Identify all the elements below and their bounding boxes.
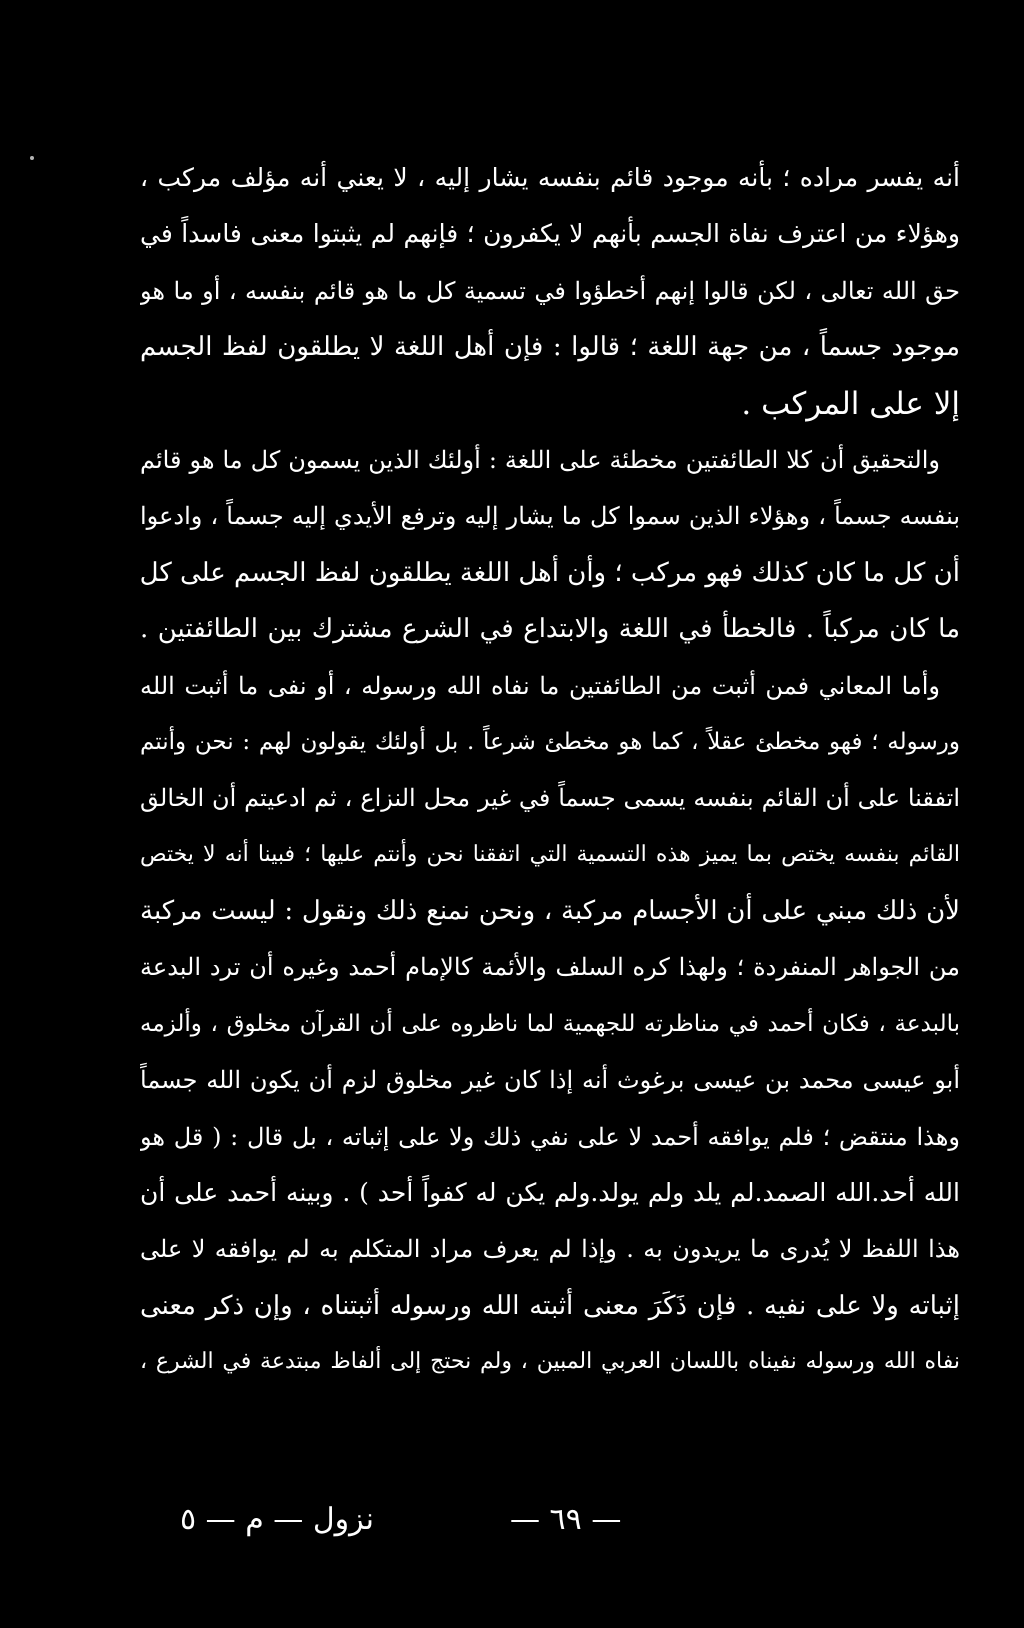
- text-line: إثباته ولا على نفيه . فإن ذَكَرَ معنى أثبته الله ورسوله أثبتناه ، وإن ذكر معنى: [140, 1290, 960, 1321]
- text-line: نفاه الله ورسوله نفيناه باللسان العربي المبين ، ولم نحتج إلى ألفاظ مبتدعة في الشرع ،: [140, 1349, 960, 1375]
- text-line: ما كان مركباً . فالخطأ في اللغة والابتداع في الشرع مشترك بين الطائفتين .: [140, 614, 960, 645]
- text-line: وهؤلاء من اعترف نفاة الجسم بأنهم لا يكفرون ؛ فإنهم لم يثبتوا معنى فاسداً في: [140, 219, 960, 249]
- text-line: من الجواهر المنفردة ؛ ولهذا كره السلف والأئمة كالإمام أحمد وغيره أن ترد البدعة: [140, 953, 960, 982]
- text-line: هذا اللفظ لا يُدرى ما يريدون به . وإذا لم يعرف مراد المتكلم به لم يوافقه لا على: [140, 1235, 960, 1264]
- text-line: بنفسه جسماً ، وهؤلاء الذين سموا كل ما يشار إليه وترفع الأيدي إليه جسماً ، وادعوا: [140, 502, 960, 531]
- page-number: — ٦٩ —: [510, 1502, 622, 1537]
- text-line: وهذا منتقض ؛ فلم يوافقه أحمد لا على نفي ذلك ولا على إثباته ، بل قال : ( قل هو: [140, 1122, 960, 1151]
- text-line: بالبدعة ، فكان أحمد في مناظرته للجهمية لما ناظروه على أن القرآن مخلوق ، وألزمه: [140, 1010, 960, 1037]
- text-line: ورسوله ؛ فهو مخطئ عقلاً ، كما هو مخطئ شرعاً . بل أولئك يقولون لهم : نحن وأنتم: [140, 728, 960, 755]
- text-line: إلا على المركب .: [741, 385, 960, 422]
- text-line: وأما المعاني فمن أثبت من الطائفتين ما نفاه الله ورسوله ، أو نفى ما أثبت الله: [140, 671, 940, 700]
- text-line: أنه يفسر مراده ؛ بأنه موجود قائم بنفسه يشار إليه ، لا يعني أنه مؤلف مركب ،: [140, 163, 960, 192]
- text-line: موجود جسماً ، من جهة اللغة ؛ قالوا : فإن أهل اللغة لا يطلقون لفظ الجسم: [140, 332, 960, 363]
- text-line: القائم بنفسه يختص بما يميز هذه التسمية التي اتفقنا نحن وأنتم عليها ؛ فبينا أنه لا يختص: [140, 841, 960, 867]
- text-line: لأن ذلك مبني على أن الأجسام مركبة ، ونحن نمنع ذلك ونقول : ليست مركبة: [140, 896, 960, 927]
- page-footer: [180, 1500, 700, 1540]
- printer-signature: نزول — م — ٥: [180, 1502, 375, 1537]
- arabic-text-block: [140, 150, 960, 1391]
- text-line: أبو عيسى محمد بن عيسى برغوث أنه إذا كان غير مخلوق لزم أن يكون الله جسماً: [140, 1066, 960, 1095]
- text-line: اتفقنا على أن القائم بنفسه يسمى جسماً في غير محل النزاع ، ثم ادعيتم أن الخالق: [140, 784, 960, 813]
- text-line: الله أحد.الله الصمد.لم يلد ولم يولد.ولم يكن له كفواً أحد ) . وبينه أحمد على أن: [140, 1178, 960, 1208]
- text-line: والتحقيق أن كلا الطائفتين مخطئة على اللغة : أولئك الذين يسمون كل ما هو قائم: [140, 445, 940, 474]
- text-line: حق الله تعالى ، لكن قالوا إنهم أخطؤوا في تسمية كل ما هو قائم بنفسه ، أو ما هو: [140, 276, 960, 305]
- scan-speck: [30, 156, 34, 160]
- text-line: أن كل ما كان كذلك فهو مركب ؛ وأن أهل اللغة يطلقون لفظ الجسم على كل: [140, 557, 960, 588]
